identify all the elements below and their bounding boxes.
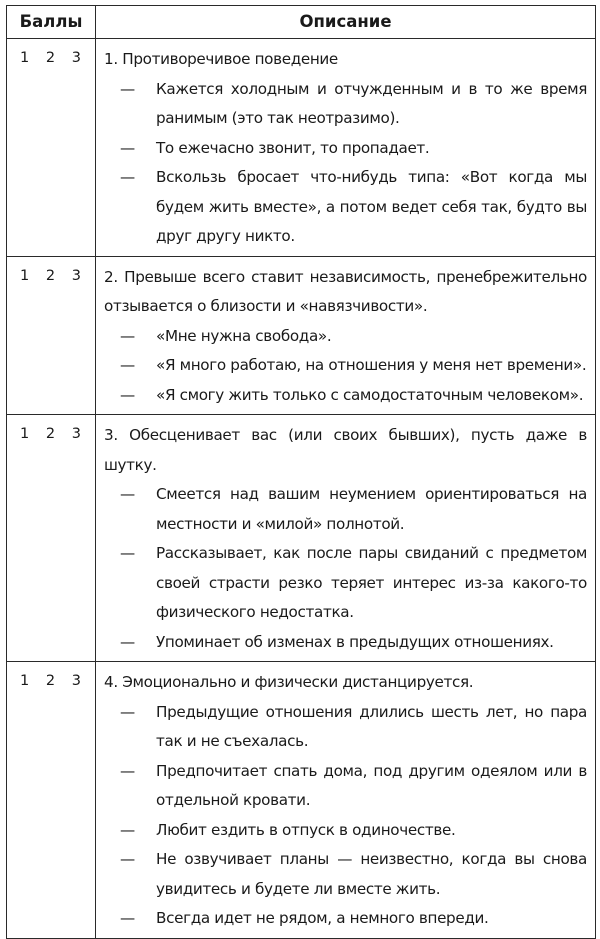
score-option[interactable]: 1 — [20, 673, 30, 689]
score-options — [7, 415, 95, 445]
example-item — [104, 351, 587, 381]
header-description: Описание — [96, 6, 596, 39]
example-text: Всегда идет не рядом, а немного впереди. — [156, 909, 489, 927]
dash-bullet: — — [120, 326, 135, 345]
score-option[interactable]: 2 — [45, 267, 56, 284]
example-item — [104, 698, 587, 757]
criterion-title: 3. Обесценивает вас (или своих бывших), пусть даже в шутку. — [104, 426, 587, 474]
example-text: «Мне нужна свобода». — [156, 326, 332, 345]
score-cell — [7, 256, 96, 415]
table-row — [7, 415, 596, 662]
dash-bullet: — — [120, 632, 135, 651]
example-text: Не озвучивает планы — неизвестно, когда вы снова увидитесь и будете ли вместе жить. — [156, 850, 587, 898]
criterion-title: 1. Противоречивое поведение — [104, 50, 338, 68]
example-text: Рассказывает, как после пары свиданий с предметом своей страсти резко теряет интерес из-за какого-то физического недостатка. — [156, 544, 587, 621]
dash-bullet: — — [120, 850, 135, 868]
example-text: Вскользь бросает что-нибудь типа: «Вот когда мы будем жить вместе», а потом ведет себя так, будто вы друг другу никто. — [156, 168, 587, 245]
header-scores: Баллы — [7, 6, 96, 39]
table-row — [7, 256, 596, 415]
dash-bullet: — — [120, 138, 135, 157]
score-options — [7, 39, 95, 69]
description-cell — [96, 256, 596, 415]
dash-bullet: — — [120, 385, 135, 404]
score-cell — [7, 39, 96, 257]
dash-bullet: — — [120, 820, 135, 839]
example-item — [104, 816, 587, 846]
score-option[interactable]: 3 — [71, 267, 81, 284]
example-item — [104, 134, 587, 164]
example-text: Упоминает об изменах в предыдущих отношениях. — [156, 632, 554, 651]
table-row — [7, 662, 596, 939]
table-row — [7, 39, 596, 257]
score-option[interactable]: 3 — [71, 50, 81, 66]
example-text: Кажется холодным и отчужденным и в то же время ранимым (это так неотразимо). — [156, 79, 587, 127]
example-text: Любит ездить в отпуск в одиночестве. — [156, 820, 456, 839]
example-item — [104, 845, 587, 904]
score-options — [7, 257, 95, 287]
score-option[interactable]: 1 — [20, 426, 30, 442]
example-item — [104, 163, 587, 252]
example-item — [104, 480, 587, 539]
dash-bullet: — — [120, 79, 135, 98]
dash-bullet: — — [120, 544, 135, 562]
score-options — [7, 662, 95, 692]
dash-bullet: — — [120, 485, 135, 503]
dash-bullet: — — [120, 356, 135, 374]
score-option[interactable]: 2 — [45, 426, 56, 442]
score-option[interactable]: 2 — [45, 50, 56, 66]
example-item — [104, 322, 587, 352]
score-option[interactable]: 1 — [20, 267, 30, 284]
example-item — [104, 757, 587, 816]
example-item — [104, 904, 587, 934]
score-option[interactable]: 3 — [71, 426, 81, 442]
example-item — [104, 539, 587, 628]
dash-bullet: — — [120, 909, 135, 927]
header-row — [7, 6, 596, 39]
example-text: «Я много работаю, на отношения у меня нет времени». — [156, 356, 587, 374]
score-cell — [7, 662, 96, 939]
example-text: Предыдущие отношения длились шесть лет, но пара так и не съехалась. — [156, 702, 587, 750]
score-cell — [7, 415, 96, 662]
dash-bullet: — — [120, 702, 135, 721]
dash-bullet: — — [120, 761, 135, 780]
criterion-title: 4. Эмоционально и физически дистанцируется. — [104, 673, 474, 691]
example-item — [104, 628, 587, 658]
example-text: Смеется над вашим неумением ориентироваться на местности и «милой» полнотой. — [156, 485, 587, 533]
description-cell — [96, 662, 596, 939]
score-option[interactable]: 3 — [71, 673, 81, 689]
example-item — [104, 381, 587, 411]
description-cell — [96, 39, 596, 257]
example-text: То ежечасно звонит, то пропадает. — [156, 138, 430, 157]
dash-bullet: — — [120, 168, 135, 186]
example-item — [104, 75, 587, 134]
score-option[interactable]: 1 — [20, 50, 30, 66]
score-table — [6, 5, 596, 939]
example-text: «Я смогу жить только с самодостаточным человеком». — [156, 385, 584, 404]
score-option[interactable]: 2 — [45, 673, 56, 689]
description-cell — [96, 415, 596, 662]
example-text: Предпочитает спать дома, под другим одеялом или в отдельной кровати. — [156, 761, 587, 809]
criterion-title: 2. Превыше всего ставит независимость, пренебрежительно отзывается о близости и «навязчивости». — [104, 267, 587, 315]
